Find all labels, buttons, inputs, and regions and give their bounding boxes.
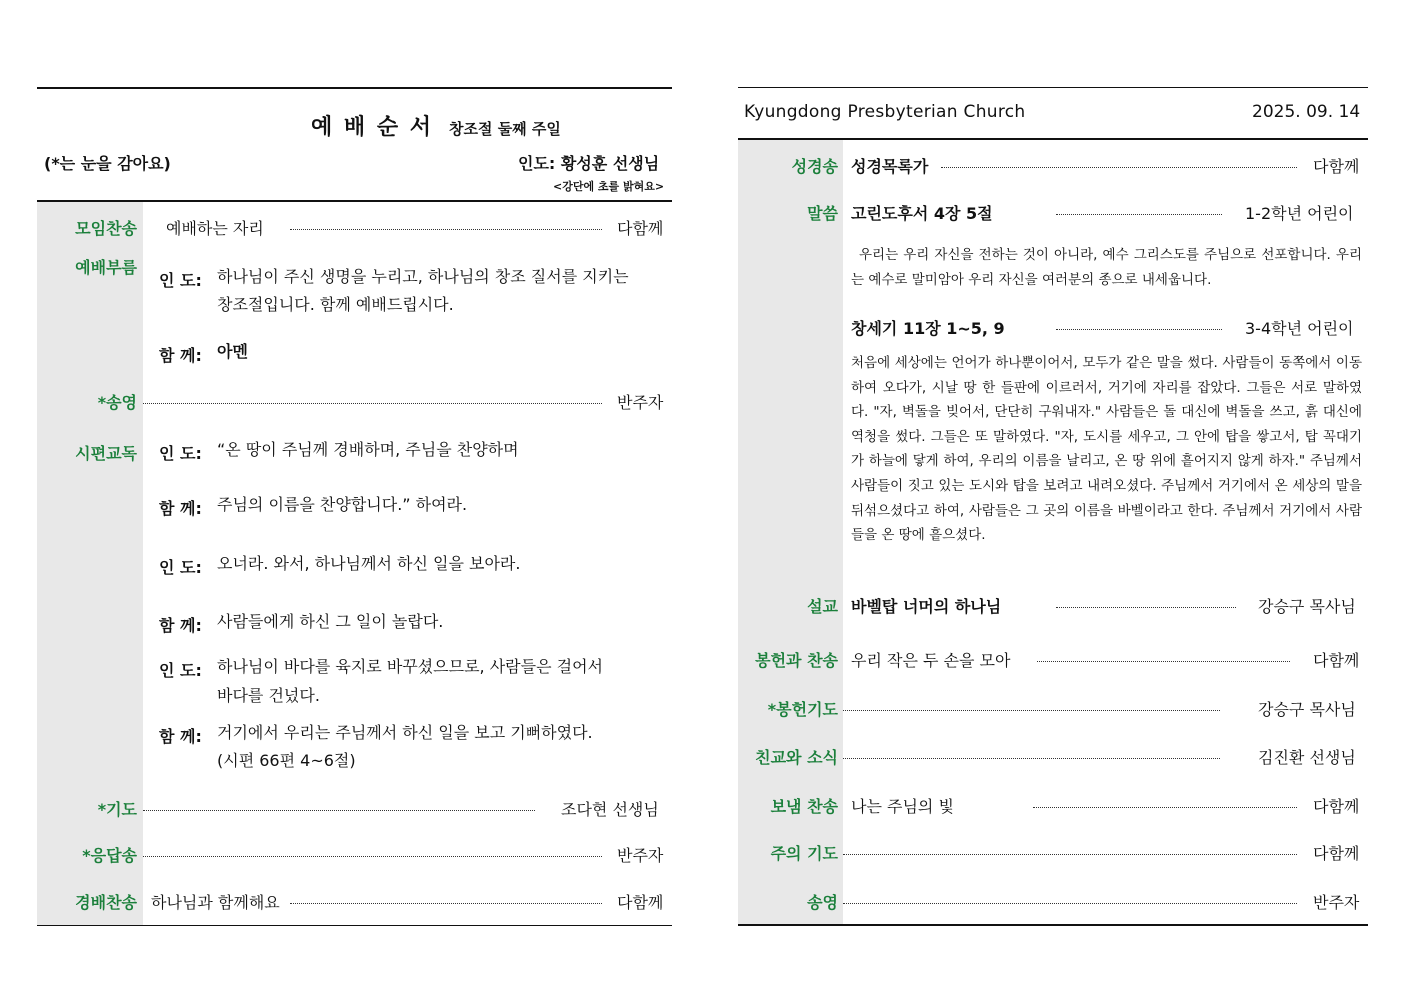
sending-song-label: 보냄 찬송 [770, 797, 838, 816]
closing-label: 송영 [807, 893, 838, 912]
psalm-speaker: 함 께: [159, 727, 202, 746]
leader-dots [143, 403, 602, 404]
eyes-note: (*는 눈을 감아요) [44, 154, 171, 173]
call-label: 예배부름 [75, 258, 137, 277]
lords-prayer-who: 다함께 [1313, 844, 1360, 863]
leader-dots [843, 710, 1220, 711]
fellowship-who: 김진환 선생님 [1258, 748, 1356, 767]
offering-prayer-label: *봉헌기도 [767, 700, 838, 719]
offering-who: 다함께 [1313, 651, 1360, 670]
church-name: Kyungdong Presbyterian Church [744, 102, 1026, 122]
scripture-text: 우리는 우리 자신을 전하는 것이 아니라, 예수 그리스도를 주님으로 선포합니다. 우리는 예수로 말미암아 우리 자신을 여러분의 종으로 내세웁니다. [851, 247, 1362, 288]
bible-song-title: 성경목록가 [851, 157, 929, 176]
leader-dots [1037, 661, 1290, 662]
leader-dots [843, 854, 1297, 855]
call-speaker: 함 께: [159, 346, 202, 365]
prayer-label: *기도 [97, 800, 137, 819]
psalm-speaker: 함 께: [159, 616, 202, 635]
doxology-who: 반주자 [617, 393, 664, 412]
doxology-label: *송영 [97, 393, 137, 412]
worship-song-label: 경배찬송 [75, 893, 137, 912]
bottom-rule [37, 925, 672, 926]
response-label: *응답송 [82, 846, 137, 865]
leader-dots [1056, 607, 1236, 608]
top-rule [37, 87, 672, 89]
fellowship-label: 친교와 소식 [755, 748, 838, 767]
leader-dots [843, 903, 1297, 904]
top-rule [738, 87, 1368, 88]
leader-dots [1033, 807, 1297, 808]
offering-prayer-who: 강승구 목사님 [1258, 700, 1356, 719]
psalm-text: 오너라. 와서, 하나님께서 하신 일을 보아라. [217, 554, 521, 573]
leader-dots [843, 758, 1220, 759]
leader-dots [1056, 329, 1222, 330]
sending-song-title: 나는 주님의 빛 [851, 797, 954, 816]
leader-dots [290, 229, 602, 230]
bulletin-date: 2025. 09. 14 [1252, 102, 1361, 122]
psalm-text: 거기에서 우리는 주님께서 하신 일을 보고 기뻐하였다. [217, 723, 593, 742]
bible-song-label: 성경송 [791, 157, 838, 176]
psalm-speaker: 함 께: [159, 499, 202, 518]
psalm-text: 사람들에게 하신 그 일이 놀랍다. [217, 612, 444, 631]
psalm-text: 하나님이 바다를 육지로 바꾸셨으므로, 사람들은 걸어서 [217, 657, 604, 676]
leader-dots [941, 167, 1297, 168]
word-who: 1-2학년 어린이 [1245, 204, 1354, 223]
offering-title: 우리 작은 두 손을 모아 [851, 651, 1011, 670]
lords-prayer-label: 주의 기도 [770, 844, 838, 863]
response-who: 반주자 [617, 846, 664, 865]
closing-who: 반주자 [1313, 893, 1360, 912]
psalm-text: “온 땅이 주님께 경배하며, 주님을 찬양하며 [217, 440, 519, 459]
word-title: 고린도후서 4장 5절 [851, 204, 993, 223]
scripture-text: 처음에 세상에는 언어가 하나뿐이어서, 모두가 같은 말을 썼다. 사람들이 동쪽에서 이동하여 오다가, 시날 땅 한 들판에 이르러서, 거기에 자리를 잡았다. 그들은 서로 말하였다. "자, 벽돌을 빚어서, 단단히 구워내자." 사람들은 돌 대신에 벽돌을 쓰고, 흙 대신에 역청을 썼다. 그들은 또 말하였다. "자, 도시를 세우고, 그 안에 탑을 쌓고서, 탑 꼭대기가 하늘에 닿게 하여, 우리의 이름을 날리고, 온 땅 위에 흩어지지 않게 하자." 주님께서 사람들이 짓고 있는 도시와 탑을 보려고 내려오셨다. 주님께서 거기에서 온 세상의 말을 뒤섞으셨다고 하여, 사람들은 그 곳의 이름을 바벨이라고 한다. 주님께서 거기에서 사람들을 온 땅에 흩으셨다. [851, 355, 1362, 544]
bible-song-who: 다함께 [1313, 157, 1360, 176]
psalm-label: 시편교독 [75, 444, 137, 463]
sermon-label: 설교 [807, 597, 838, 616]
psalm-text: (시편 66편 4~6절) [217, 751, 356, 770]
psalm-text: 주님의 이름을 찬양합니다.” 하여라. [217, 495, 468, 514]
word2-who: 3-4학년 어린이 [1245, 319, 1354, 338]
gathering-who: 다함께 [617, 219, 664, 238]
gathering-label: 모임찬송 [75, 219, 137, 238]
page-subtitle: 창조절 둘째 주일 [449, 120, 561, 138]
psalm-speaker: 인 도: [159, 661, 202, 680]
leader-name: 인도: 황성훈 선생님 [518, 154, 660, 173]
call-speaker: 인 도: [159, 271, 202, 290]
sermon-who: 강승구 목사님 [1258, 597, 1356, 616]
psalm-speaker: 인 도: [159, 444, 202, 463]
call-text: 창조절입니다. 함께 예배드립시다. [217, 295, 454, 314]
psalm-text: 바다를 건넜다. [217, 686, 320, 705]
prayer-who: 조다현 선생님 [561, 800, 659, 819]
offering-label: 봉헌과 찬송 [755, 651, 838, 670]
gathering-title: 예배하는 자리 [166, 219, 264, 238]
call-text: 아멘 [217, 342, 248, 361]
word-label: 말씀 [807, 204, 838, 223]
sending-song-who: 다함께 [1313, 797, 1360, 816]
worship-song-title: 하나님과 함께해요 [151, 893, 280, 912]
page-title: 예 배 순 서 [311, 115, 433, 140]
leader-dots [290, 903, 602, 904]
leader-dots [143, 856, 602, 857]
leader-dots [1056, 214, 1222, 215]
leader-dots [143, 810, 535, 811]
call-text: 하나님이 주신 생명을 누리고, 하나님의 창조 질서를 지키는 [217, 267, 629, 286]
psalm-speaker: 인 도: [159, 558, 202, 577]
word2-title: 창세기 11장 1~5, 9 [851, 319, 1005, 338]
candle-note: <강단에 초를 밝혀요> [553, 180, 665, 193]
bottom-rule [738, 924, 1368, 926]
sermon-title: 바벨탑 너머의 하나님 [851, 597, 1002, 616]
worship-song-who: 다함께 [617, 893, 664, 912]
